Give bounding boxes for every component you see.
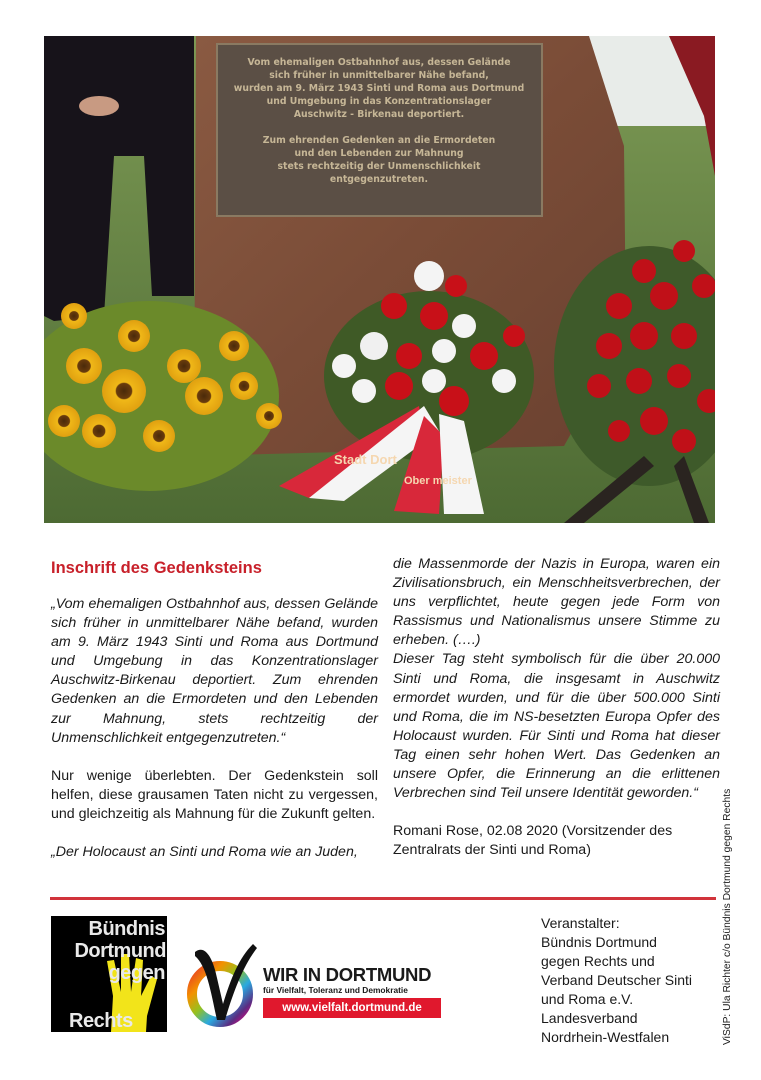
plaque-line: entgegenzutreten. [329,174,429,185]
organizer-line: gegen Rechts und [541,953,655,969]
logo-buendnis-dortmund-gegen-rechts [51,916,167,1032]
footer-divider [50,897,716,900]
organizer-line: Landesverband [541,1010,638,1026]
logo-wir-in-dortmund [183,938,445,1030]
plaque-line: stets rechtzeitig der Unmenschlichkeit [277,161,481,172]
organizer-line: Bündnis Dortmund [541,934,657,950]
ribbon-left-text: Stadt Dort [334,452,397,467]
section-heading: Inschrift des Gedenksteins [51,559,262,577]
organizer-line: Verband Deutscher Sinti [541,972,692,988]
article-right-column [393,555,720,860]
plaque-line: wurden am 9. März 1943 Sinti und Roma aus Dortmund [233,83,525,94]
ribbon-right-text: Ober meister [404,475,472,487]
organizer-info [541,914,692,1047]
wid-subtitle: für Vielfalt, Toleranz und Demokratie [263,985,408,995]
plaque-line: Vom ehemaligen Ostbahnhof aus, dessen Gelände [247,57,511,68]
logo-line: gegen [108,962,165,984]
vielfalt-ring-icon [183,938,263,1030]
organizer-line: und Roma e.V. [541,991,634,1007]
logo-line: Dortmund [74,940,166,962]
logo-line: Bündnis [88,918,165,940]
plaque-line: Zum ehrenden Gedenken an die Ermordeten [262,135,496,146]
organizer-line: Veranstalter: [541,915,620,931]
plaque-line: und den Lebenden zur Mahnung [294,148,464,159]
plaque-line: und Umgebung in das Konzentrationslager [266,96,492,107]
plaque-inscription [219,56,539,186]
wid-title: WIR IN DORTMUND [263,964,432,985]
quote-attribution: Romani Rose, 02.08 2020 (Vorsitzender des Zentralrats der Sinti und Roma) [393,823,673,859]
rose-quote-start: „Der Holocaust an Sinti und Roma wie an Juden, [51,844,358,861]
rose-quote-continued: die Massenmorde der Nazis in Europa, waren ein Zivilisationsbruch, ein Menschheitsverbrechen, der uns verpflichtet, heute gegen jede Form von Rassismus und Nationalismus unsere Stimme zu erheben. (….) [393,556,720,649]
wid-url[interactable]: www.vielfalt.dortmund.de [263,998,441,1018]
organizer-line: Nordrhein-Westfalen [541,1029,670,1045]
rose-quote-part2: Dieser Tag steht symbolisch für die über 20.000 Sinti und Roma, die insgesamt in Auschwitz ermordet wurden, und für die über 500.000 Sinti und Roma, die im NS-besetzten Europa Opfer des Holocaust wurden. Für Sinti und Roma hat dieser Tag einen sehr hohen Wert. Das Gedenken an unsere Opfer, die Erinnerung an die erlittenen Verbrechen sind Teil unsere Identität geworden.“ [393,651,720,802]
plaque-line: Auschwitz - Birkenau deportiert. [293,109,465,120]
logo-line: Rechts [69,1010,133,1032]
memorial-photo [44,36,715,523]
article-left-column [51,558,378,862]
imprint-visdp: ViSdP: Ula Richter c/o Bündnis Dortmund gegen Rechts [722,788,733,1045]
plaque-line: sich früher in unmittelbarer Nähe befand, [269,70,489,81]
inscription-quote: „Vom ehemaligen Ostbahnhof aus, dessen Gelände sich früher in unmittelbarer Nähe befand, wurden am 9. März 1943 Sinti und Roma aus Dortmund und Umgebung in das Konzentrationslager Auschwitz-Birkenau deportiert. Zum ehrenden Gedenken an die Ermordeten und den Lebenden zur Mahnung, stets rechtzeitig der Unmenschlichkeit entgegenzutreten.“ [51,596,378,746]
body-paragraph: Nur wenige überlebten. Der Gedenkstein soll helfen, diese grausamen Taten nicht zu vergessen, und gleichzeitig als Mahnung für die Zukunft gelten. [51,767,378,822]
